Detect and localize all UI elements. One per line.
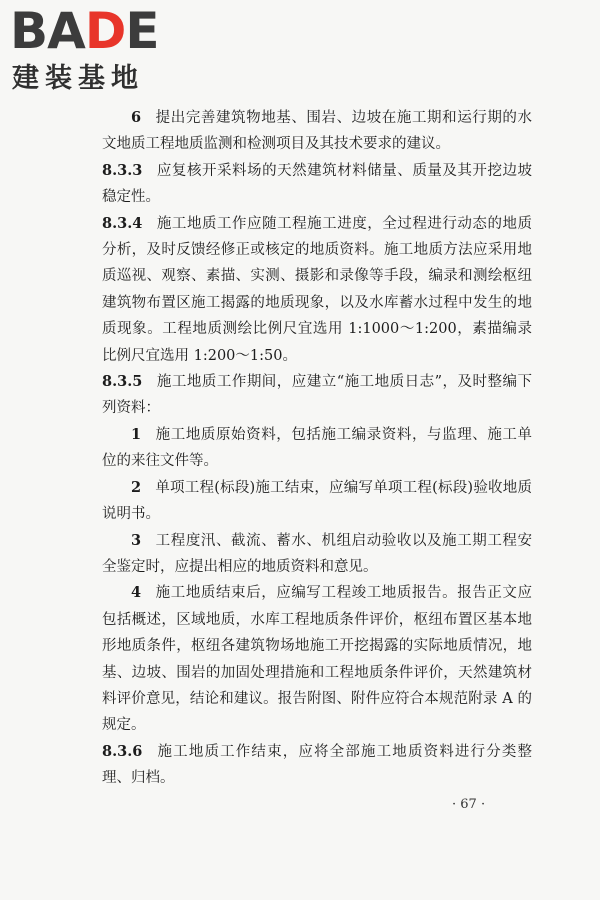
logo-text-head: BA — [10, 2, 85, 60]
section-8-3-4 — [102, 211, 532, 369]
item-text: 单项工程(标段)施工结束，应编写单项工程(标段)验收地质说明书。 — [102, 479, 532, 523]
clause-item-2 — [102, 475, 532, 528]
logo-text-tail: E — [125, 2, 159, 60]
item-number: 4 — [131, 584, 142, 602]
item-text: 施工地质原始资料，包括施工编录资料，与监理、施工单位的来往文件等。 — [102, 426, 532, 470]
section-8-3-3 — [102, 158, 532, 211]
item-text: 施工地质结束后，应编写工程竣工地质报告。报告正文应包括概述，区域地质，水库工程地质条件评价，枢纽布置区基本地形地质条件，枢纽各建筑物场地施工开挖揭露的实际地质情况，地基、边坡、围岩的加固处理措施和工程地质条件评价，天然建筑材料评价意见，结论和建议。报告附图、附件应符合本规范附录 A 的规定。 — [102, 585, 532, 734]
page-number: · 67 · — [452, 797, 486, 812]
item-text: 提出完善建筑物地基、围岩、边坡在施工期和运行期的水文地质工程地质监测和检测项目及其技术要求的建议。 — [102, 110, 532, 153]
item-number: 1 — [131, 425, 142, 443]
section-text: 施工地质工作应随工程施工进度，全过程进行动态的地质分析，及时反馈经修正或核定的地质资料。施工地质方法应采用地质巡视、观察、素描、实测、摄影和录像等手段，编录和测绘枢纽建筑物布置区施工揭露的地质现象，以及水库蓄水过程中发生的地质现象。工程地质测绘比例尺宜选用 1:1000～1:200，素描编录比例尺宜选用 1:200～1:50。 — [102, 215, 532, 364]
clause-item-3 — [102, 528, 532, 581]
section-text: 施工地质工作期间，应建立“施工地质日志”，及时整编下列资料： — [102, 374, 532, 417]
section-number: 8.3.6 — [102, 742, 143, 760]
item-number: 6 — [131, 109, 142, 126]
bade-logo — [10, 2, 180, 96]
item-text: 工程度汛、截流、蓄水、机组启动验收以及施工期工程安全鉴定时，应提出相应的地质资料和意见。 — [102, 532, 532, 575]
item-number: 2 — [131, 478, 142, 496]
clause-item-4 — [102, 580, 532, 738]
logo-text-accent: D — [84, 2, 126, 60]
document-body — [102, 105, 532, 792]
section-text: 施工地质工作结束，应将全部施工地质资料进行分类整理、归档。 — [102, 743, 532, 787]
clause-item-1 — [102, 422, 532, 475]
section-8-3-5 — [102, 369, 532, 422]
section-text: 应复核开采料场的天然建筑材料储量、质量及其开挖边坡稳定性。 — [102, 162, 532, 206]
section-number: 8.3.4 — [102, 214, 143, 232]
item-number: 3 — [131, 531, 142, 549]
logo-wordmark — [10, 2, 159, 60]
section-8-3-6 — [102, 739, 532, 792]
clause-item-6 — [102, 105, 532, 158]
logo-subtitle: 建装基地 — [12, 63, 144, 94]
section-number: 8.3.5 — [102, 373, 143, 391]
section-number: 8.3.3 — [102, 161, 143, 179]
